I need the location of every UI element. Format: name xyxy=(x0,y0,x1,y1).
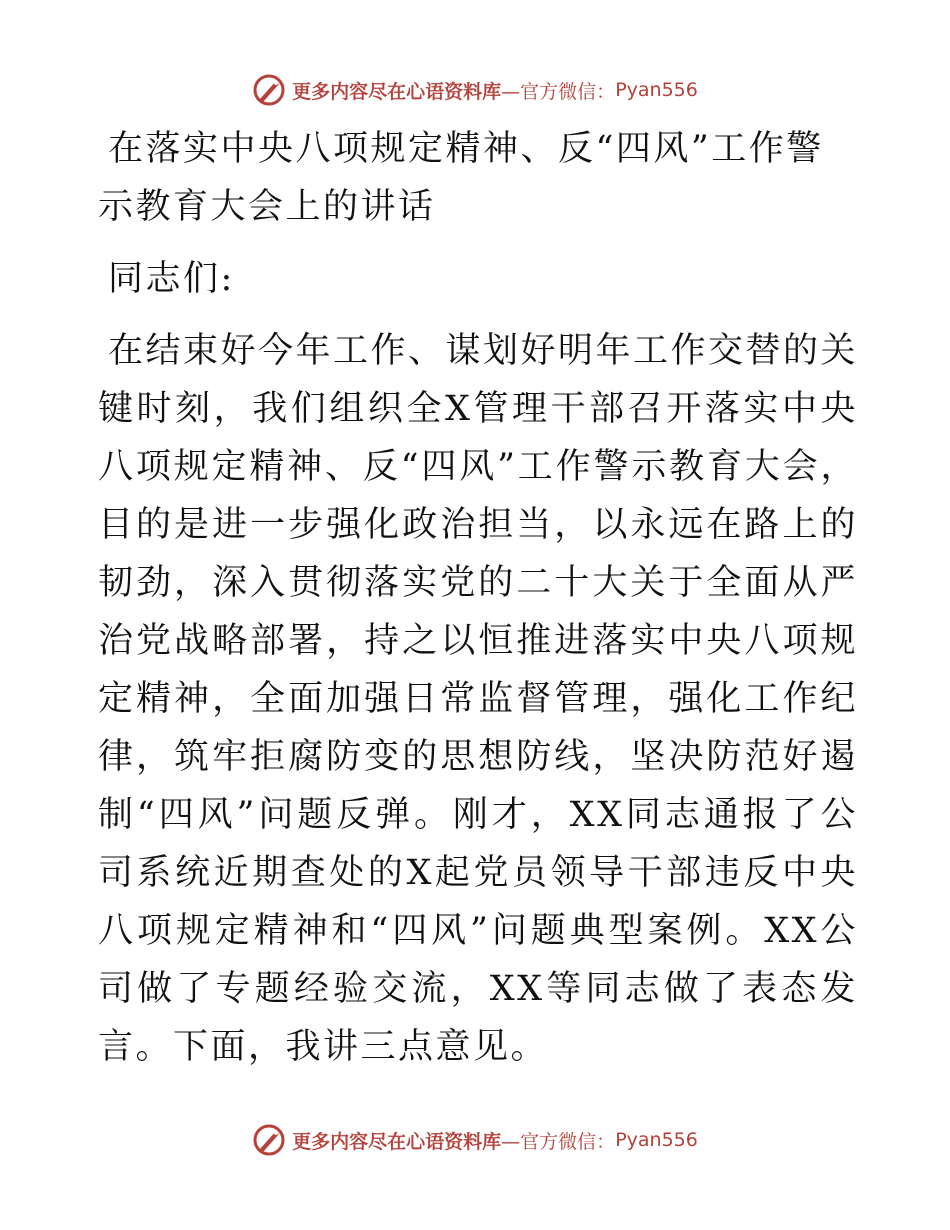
banner-separator-text: —官方微信： xyxy=(501,80,616,103)
banner-wechat-id: Pyan556 xyxy=(615,79,698,101)
document-title: 在落实中央八项规定精神、反“四风”工作警示教育大会上的讲话 xyxy=(98,129,824,227)
banner-separator-text: —官方微信： xyxy=(501,1130,616,1153)
document-body xyxy=(98,120,858,1076)
banner-main-text: 更多内容尽在心语资料库 xyxy=(292,1130,502,1153)
document-greeting: 同志们: xyxy=(108,259,235,299)
pen-circle-logo-icon xyxy=(252,1123,286,1157)
banner-main-text: 更多内容尽在心语资料库 xyxy=(292,80,502,103)
footer-banner xyxy=(0,1120,950,1160)
banner-wechat-id: Pyan556 xyxy=(615,1129,698,1151)
document-paragraph: 在结束好今年工作、谋划好明年工作交替的关键时刻，我们组织全X管理干部召开落实中央八项规定精神、反“四风”工作警示教育大会，目的是进一步强化政治担当，以永远在路上的韧劲，深入贯彻落实党的二十大关于全面从严治党战略部署，持之以恒推进落实中央八项规定精神，全面加强日常监督管理，强化工作纪律，筑牢拒腐防变的思想防线，坚决防范好遏制“四风”问题反弹。刚才，XX同志通报了公司系统近期查处的X起党员领导干部违反中央八项规定精神和“四风”问题典型案例。XX公司做了专题经验交流，XX等同志做了表态发言。下面，我讲三点意见。 xyxy=(98,331,859,1067)
pen-circle-logo-icon xyxy=(252,73,286,107)
header-banner xyxy=(0,70,950,110)
